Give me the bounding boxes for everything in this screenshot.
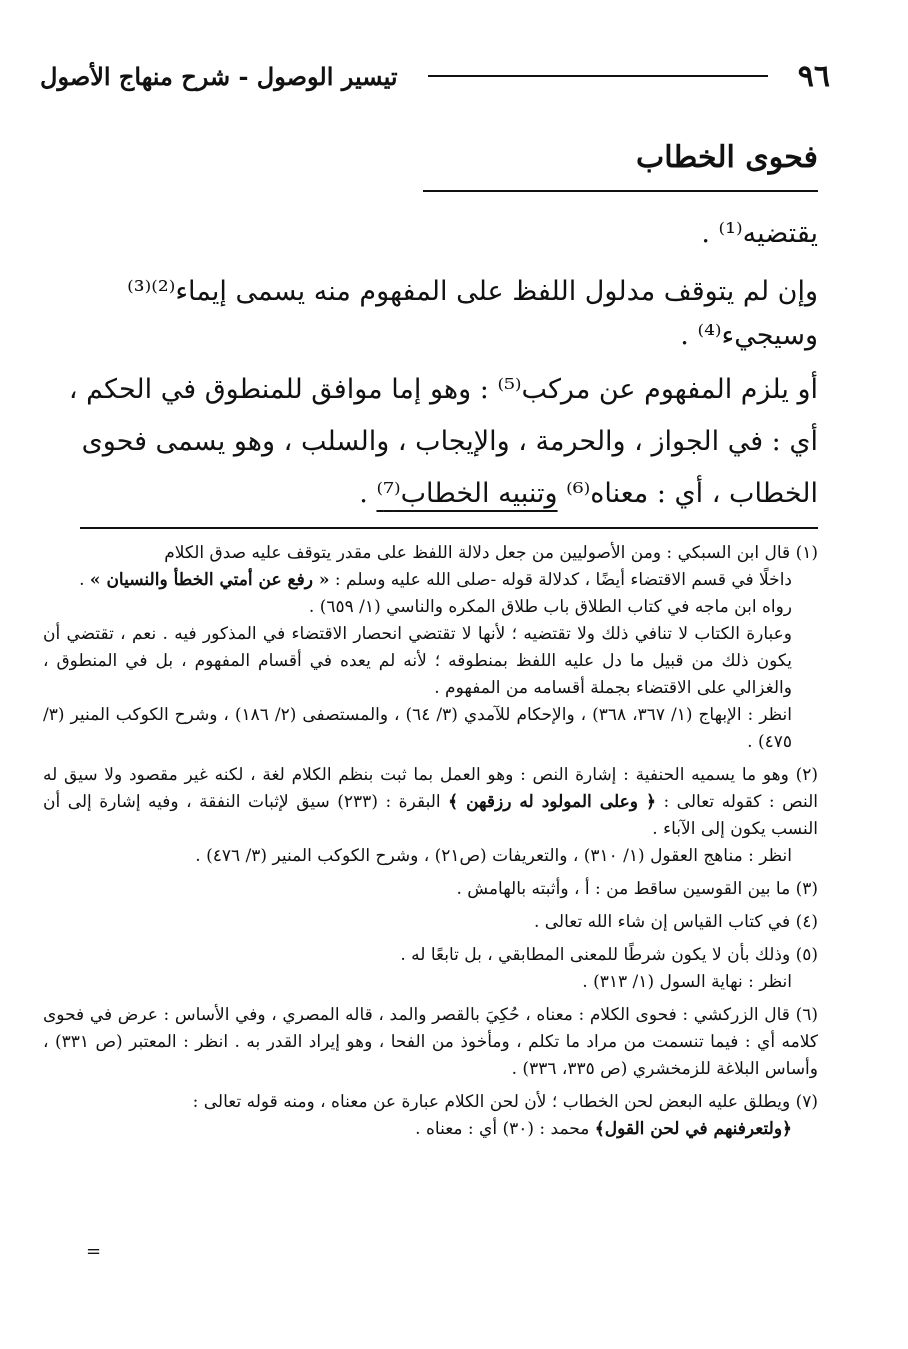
main-paragraph-2b: وسيجيء⁽⁴⁾ . <box>680 320 818 351</box>
main-paragraph-3b: أي : في الجواز ، والحرمة ، والإيجاب ، والسلب ، وهو يسمى فحوى <box>81 426 818 457</box>
quran-quote-2: ﴿ولتعرفنهم في لحن القول﴾ <box>594 1119 792 1139</box>
footnote-1-line-1: (١) قال ابن السبكي : ومن الأصوليين من جعل دلالة اللفظ على مقدر يتوقف عليه صدق الكلام <box>164 543 818 563</box>
footnote-2-line-1 <box>43 762 818 843</box>
underlined-term: وتنبيه الخطاب⁽⁷⁾ <box>376 478 558 509</box>
footnote-6: (٦) قال الزركشي : فحوى الكلام : معناه ، حُكِيَ بالقصر والمد ، قاله المصري ، وفي الأساس : عرض في فحوى كلامه أي : فيما تنسمت من مراد ما تكلم ، ومأخوذ من الفحا ، وهو إيراد القدر به . انظر : المعتبر (ص ٣٣١) ، وأساس البلاغة للزمخشري (ص ٣٣٥، ٣٣٦) . <box>43 1005 818 1079</box>
main-text <box>43 208 818 520</box>
footnote-1-line-3: رواه ابن ماجه في كتاب الطلاق باب طلاق المكره والناسي (١/ ٦٥٩) . <box>308 597 792 617</box>
footnote-1-line-4: وعبارة الكتاب لا تنافي ذلك ولا تقتضيه ؛ لأنها لا تقتضي انحصار الاقتضاء في المذكور فيه . نعم ، تقتضي أن يكون ذلك من قبيل ما دل عليه اللفظ بمنطوقه ؛ لأنه لم يعده في أقسام المفهوم ، بل في المنطوق ، والغزالي على الاقتضاء بجملة أقسامه من المفهوم . <box>43 624 792 698</box>
footnote-1-text: داخلًا في قسم الاقتضاء أيضًا ، كدلالة قوله -صلى الله عليه وسلم : <box>329 570 792 590</box>
continuation-marker: = <box>86 1241 102 1262</box>
footnote-1-end: . <box>79 570 90 590</box>
footnote-5 <box>43 942 818 996</box>
page-number: ٩٦ <box>797 58 830 94</box>
footnote-5-line-2: انظر : نهاية السول (١/ ٣١٣) . <box>582 972 792 992</box>
footnote-2 <box>43 762 818 870</box>
footnote-2-text: (٢) وهو ما يسميه الحنفية : إشارة النص : وهو العمل بما ثبت بنظم الكلام لغة ، لكنه غير مقصود ولا سيق له النص : كقوله تعالى : <box>43 765 818 812</box>
footnote-1 <box>43 540 818 756</box>
footnote-7-end: محمد : (٣٠) أي : معناه . <box>415 1119 595 1139</box>
footnote-7-line-1: (٧) ويطلق عليه البعض لحن الخطاب ؛ لأن لحن الكلام عبارة عن معناه ، ومنه قوله تعالى : <box>192 1092 818 1112</box>
footnote-2-text-end: البقرة : (٢٣٣) سيق لإثبات النفقة ، وفيه إشارة إلى أن النسب يكون إلى الآباء . <box>43 792 818 839</box>
footnote-7-line-2 <box>43 1116 818 1143</box>
main-paragraph-1: يقتضيه⁽¹⁾ . <box>701 218 818 249</box>
hadith-quote: « رفع عن أمتي الخطأ والنسيان » <box>89 570 330 590</box>
footnote-4: (٤) في كتاب القياس إن شاء الله تعالى . <box>533 912 818 932</box>
footnote-1-line-2 <box>43 567 818 594</box>
main-paragraph-3c <box>43 468 818 520</box>
main-paragraph-3c-end: . <box>359 478 377 509</box>
section-title: فحوى الخطاب <box>636 140 818 175</box>
main-paragraph-3c-text: الخطاب ، أي : معناه⁽⁶⁾ <box>557 478 818 509</box>
main-paragraph-2: وإن لم يتوقف مدلول اللفظ على المفهوم منه يسمى إيماء⁽²⁾⁽³⁾ <box>127 276 818 307</box>
footnote-7 <box>43 1089 818 1143</box>
footnotes <box>43 540 818 1149</box>
footnote-separator <box>80 527 818 529</box>
page-header <box>40 56 830 96</box>
quran-quote: ﴿ وعلى المولود له رزقهن ﴾ <box>448 792 656 812</box>
book-title: تيسير الوصول - شرح منهاج الأصول <box>40 61 398 91</box>
footnote-1-line-5: انظر : الإبهاج (١/ ٣٦٧، ٣٦٨) ، والإحكام للآمدي (٣/ ٦٤) ، والمستصفى (٢/ ١٨٦) ، وشرح الكوكب المنير (٣/ ٤٧٥) . <box>43 705 793 752</box>
footnote-2-line-2: انظر : مناهج العقول (١/ ٣١٠) ، والتعريفات (ص٢١) ، وشرح الكوكب المنير (٣/ ٤٧٦) . <box>195 846 792 866</box>
section-rule <box>423 190 818 192</box>
footnote-3: (٣) ما بين القوسين ساقط من : أ ، وأثبته بالهامش . <box>456 879 818 899</box>
header-rule <box>428 75 768 77</box>
footnote-5-line-1: (٥) وذلك بأن لا يكون شرطًا للمعنى المطابقي ، بل تابعًا له . <box>400 945 818 965</box>
main-paragraph-3a: أو يلزم المفهوم عن مركب⁽⁵⁾ : وهو إما موافق للمنطوق في الحكم ، <box>68 374 818 405</box>
